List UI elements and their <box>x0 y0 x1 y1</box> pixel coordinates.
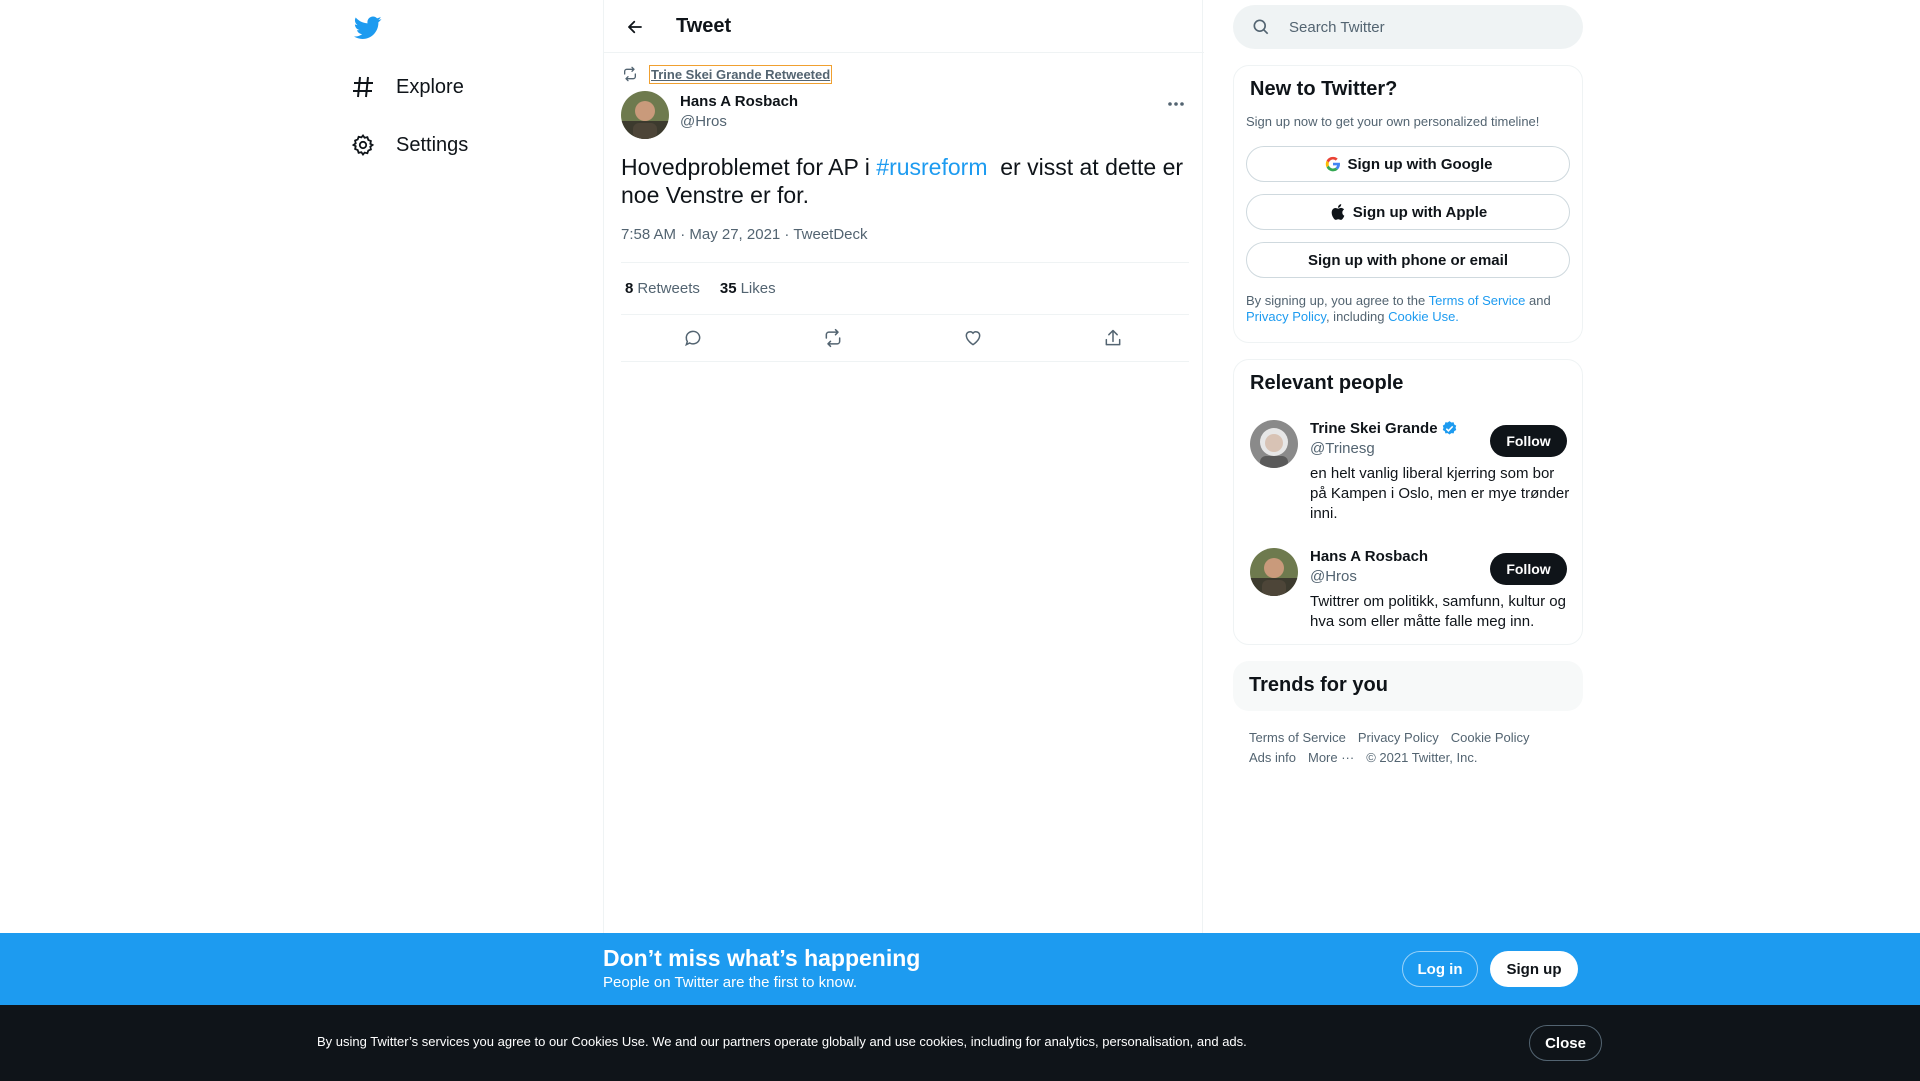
google-g-icon <box>1324 155 1342 173</box>
person-avatar-hros[interactable] <box>1250 548 1298 596</box>
arrow-left-icon <box>626 18 644 36</box>
gear-icon <box>350 132 376 158</box>
back-button[interactable] <box>620 12 650 42</box>
legal-text-3: , including <box>1325 309 1389 324</box>
person-bio-hros: Twittrer om politikk, samfunn, kultur og hva som eller måtte falle meg inn. <box>1310 593 1566 630</box>
likes-stat[interactable] <box>720 280 776 297</box>
footer-ads-link[interactable]: Ads info <box>1249 750 1296 765</box>
terms-link[interactable]: Terms of Service <box>1428 293 1526 308</box>
follow-button-hros[interactable]: Follow <box>1490 553 1567 585</box>
person-avatar-trinesg[interactable] <box>1250 420 1298 468</box>
search-box[interactable] <box>1233 5 1583 49</box>
person-name-hros[interactable]: Hans A Rosbach <box>1310 548 1429 565</box>
legal-text-1: By signing up, you agree to the <box>1246 293 1429 308</box>
signup-phone-button[interactable] <box>1246 242 1570 278</box>
person-name-trinesg[interactable] <box>1310 420 1458 437</box>
cookie-close-button[interactable]: Close <box>1529 1025 1602 1061</box>
person-handle-hros[interactable]: @Hros <box>1310 568 1357 585</box>
tweet-text <box>621 153 1191 209</box>
apple-logo-icon <box>1329 203 1347 221</box>
login-button[interactable]: Log in <box>1402 951 1478 987</box>
nav-explore-label: Explore <box>396 75 464 98</box>
hashtag-icon <box>350 74 376 100</box>
relevant-people-card <box>1233 359 1583 645</box>
more-options-button[interactable] <box>1164 92 1188 116</box>
page-title: Tweet <box>676 15 732 37</box>
retweets-count: 8 <box>625 280 634 297</box>
heart-icon <box>963 328 983 348</box>
twitter-logo-icon[interactable] <box>350 10 386 46</box>
retweets-label: Retweets <box>637 280 700 297</box>
trends-card <box>1233 661 1583 711</box>
privacy-link[interactable]: Privacy Policy <box>1246 309 1326 324</box>
person-bio-trinesg: en helt vanlig liberal kjerring som bor på Kampen i Oslo, men er mye trønder inni. <box>1310 465 1570 522</box>
verified-badge-icon <box>1441 420 1458 437</box>
nav-settings[interactable] <box>350 120 468 170</box>
signup-apple-button[interactable] <box>1246 194 1570 230</box>
signup-banner <box>0 933 1920 1005</box>
signup-google-label: Sign up with Google <box>1347 155 1493 173</box>
retweet-context <box>620 64 831 84</box>
author-avatar[interactable] <box>621 91 669 139</box>
reply-button[interactable] <box>681 326 705 350</box>
person-name-text: Trine Skei Grande <box>1310 420 1438 437</box>
footer-more-link[interactable]: More ··· <box>1307 750 1355 765</box>
retweet-icon <box>822 328 844 348</box>
share-button[interactable] <box>1101 326 1125 350</box>
banner-title: Don’t miss what’s happening <box>603 945 921 971</box>
search-input[interactable] <box>1289 5 1569 49</box>
signup-card-subtitle: Sign up now to get your own personalized timeline! <box>1246 114 1540 129</box>
person-handle-trinesg[interactable]: @Trinesg <box>1310 440 1375 457</box>
retweets-stat[interactable] <box>625 280 700 297</box>
legal-text-2: and <box>1525 293 1551 308</box>
tweet-timestamp[interactable]: 7:58 AM · May 27, 2021 · TweetDeck <box>621 226 868 243</box>
banner-subtitle: People on Twitter are the first to know. <box>603 974 858 991</box>
tweet-text-before: Hovedproblemet for AP i <box>621 154 877 180</box>
likes-count: 35 <box>719 280 737 297</box>
signup-apple-label: Sign up with Apple <box>1352 203 1488 221</box>
retweeter-link[interactable]: Trine Skei Grande Retweeted <box>651 66 831 82</box>
relevant-people-title: Relevant people <box>1250 372 1404 394</box>
footer-privacy-link[interactable]: Privacy Policy <box>1357 730 1439 745</box>
main-column <box>603 0 1203 933</box>
cookie-use-link[interactable]: Cookie Use. <box>1388 309 1459 324</box>
author-handle[interactable]: @Hros <box>680 113 727 130</box>
author-name[interactable]: Hans A Rosbach <box>680 93 799 110</box>
reply-icon <box>683 328 703 348</box>
retweet-button[interactable] <box>821 326 845 350</box>
tweet-text-after: er visst at dette er noe Venstre er for. <box>621 154 1190 208</box>
tweet-actions <box>621 315 1189 362</box>
signup-google-button[interactable] <box>1246 146 1570 182</box>
more-dots-icon <box>1167 101 1185 107</box>
trends-title: Trends for you <box>1249 674 1388 696</box>
retweet-icon <box>620 64 640 84</box>
footer-terms-link[interactable]: Terms of Service <box>1249 730 1346 745</box>
share-icon <box>1103 328 1123 348</box>
cookie-text: By using Twitter’s services you agree to our Cookies Use. We and our partners operate globally and use cookies, including for analytics, personalisation, and ads. <box>317 1034 1247 1049</box>
hashtag-link[interactable]: #rusreform <box>876 154 988 180</box>
signup-legal-text <box>1246 293 1576 325</box>
likes-label: Likes <box>740 280 776 297</box>
footer-copyright: © 2021 Twitter, Inc. <box>1366 750 1478 765</box>
signup-button[interactable]: Sign up <box>1490 951 1578 987</box>
main-header <box>604 0 1204 53</box>
footer-links <box>1249 728 1579 768</box>
cookie-bar <box>0 1005 1920 1081</box>
nav-explore[interactable] <box>350 62 464 112</box>
tweet-stats <box>621 262 1189 315</box>
search-icon <box>1251 17 1271 37</box>
signup-phone-label: Sign up with phone or email <box>1307 251 1508 269</box>
follow-button-trinesg[interactable]: Follow <box>1490 425 1567 457</box>
signup-card <box>1233 65 1583 343</box>
nav-settings-label: Settings <box>396 133 469 156</box>
signup-card-title: New to Twitter? <box>1250 78 1398 100</box>
footer-cookie-link[interactable]: Cookie Policy <box>1450 730 1530 745</box>
like-button[interactable] <box>961 326 985 350</box>
